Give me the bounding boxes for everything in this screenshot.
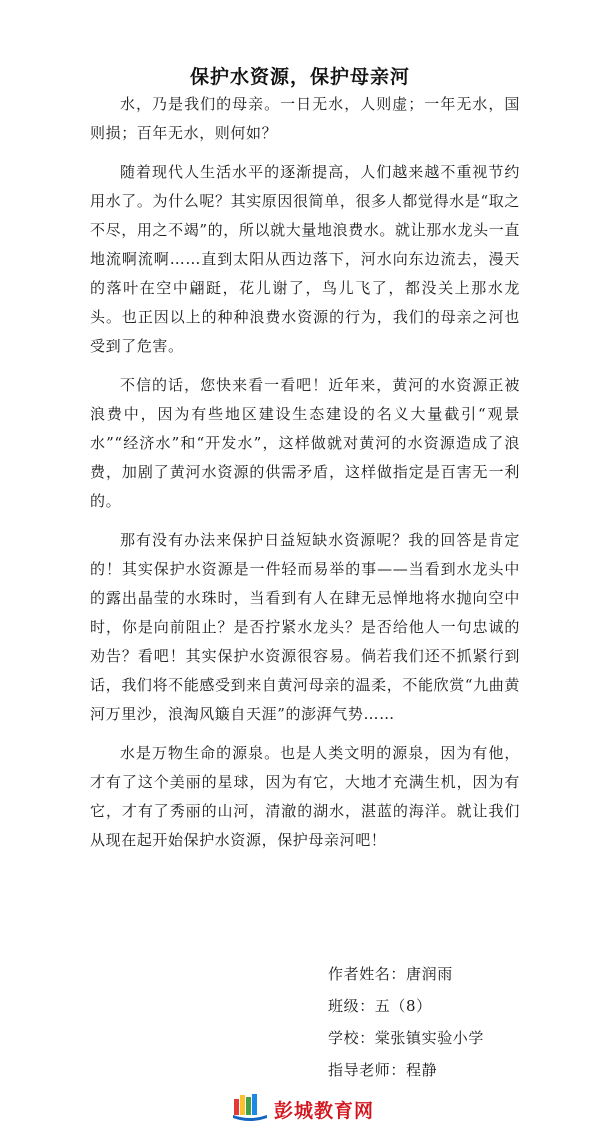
paragraph-5: 水是万物生命的源泉。也是人类文明的源泉，因为有他，才有了这个美丽的星球，因为有它，大地才充满生机，因为有它，才有了秀丽的山河，清澈的湖水，湛蓝的海洋。就让我们从现在起开始保护水资源，保护母亲河吧！ bbox=[90, 744, 520, 849]
site-logo[interactable] bbox=[232, 1092, 374, 1126]
article-body bbox=[90, 90, 520, 865]
paragraph-1: 水，乃是我们的母亲。一日无水，人则虚；一年无水，国则损；百年无水，则何如？ bbox=[90, 95, 520, 142]
site-logo-text: 彭城教育网 bbox=[274, 1099, 375, 1122]
teacher-info: 指导老师：程静 bbox=[328, 1061, 438, 1079]
author-info bbox=[328, 958, 484, 1086]
paragraph-4: 那有没有办法来保护日益短缺水资源呢？我的回答是肯定的！其实保护水资源是一件轻而易举的事——当看到水龙头中的露出晶莹的水珠时，当看到有人在肆无忌惮地将水抛向空中时，你是向前阻止？是否拧紧水龙头？是否给他人一句忠诚的劝告？看吧！其实保护水资源很容易。倘若我们还不抓紧行到话，我们将不能感受到来自黄河母亲的温柔，不能欣赏“九曲黄河万里沙，浪淘风簸自天涯”的澎湃气势…… bbox=[90, 531, 520, 723]
open-book-icon bbox=[232, 1091, 268, 1128]
author-name: 作者姓名：唐润雨 bbox=[328, 965, 453, 983]
school-info: 学校：棠张镇实验小学 bbox=[328, 1029, 485, 1047]
article-title: 保护水资源，保护母亲河 bbox=[189, 66, 410, 88]
paragraph-2: 随着现代人生活水平的逐渐提高，人们越来越不重视节约用水了。为什么呢？其实原因很简单，很多人都觉得水是“取之不尽，用之不竭”的，所以就大量地浪费水。就让那水龙头一直地流啊流啊……直到太阳从西边落下，河水向东边流去，漫天的落叶在空中翩跹，花儿谢了，鸟儿飞了，都没关上那水龙头。也正因以上的种种浪费水资源的行为，我们的母亲之河也受到了危害。 bbox=[90, 163, 520, 355]
paragraph-3: 不信的话，您快来看一看吧！近年来，黄河的水资源正被浪费中，因为有些地区建设生态建设的名义大量截引“观景水”“经济水”和“开发水”，这样做就对黄河的水资源造成了浪费，加剧了黄河水资源的供需矛盾，这样做指定是百害无一利的。 bbox=[90, 376, 520, 510]
class-info: 班级：五（8） bbox=[328, 997, 432, 1015]
